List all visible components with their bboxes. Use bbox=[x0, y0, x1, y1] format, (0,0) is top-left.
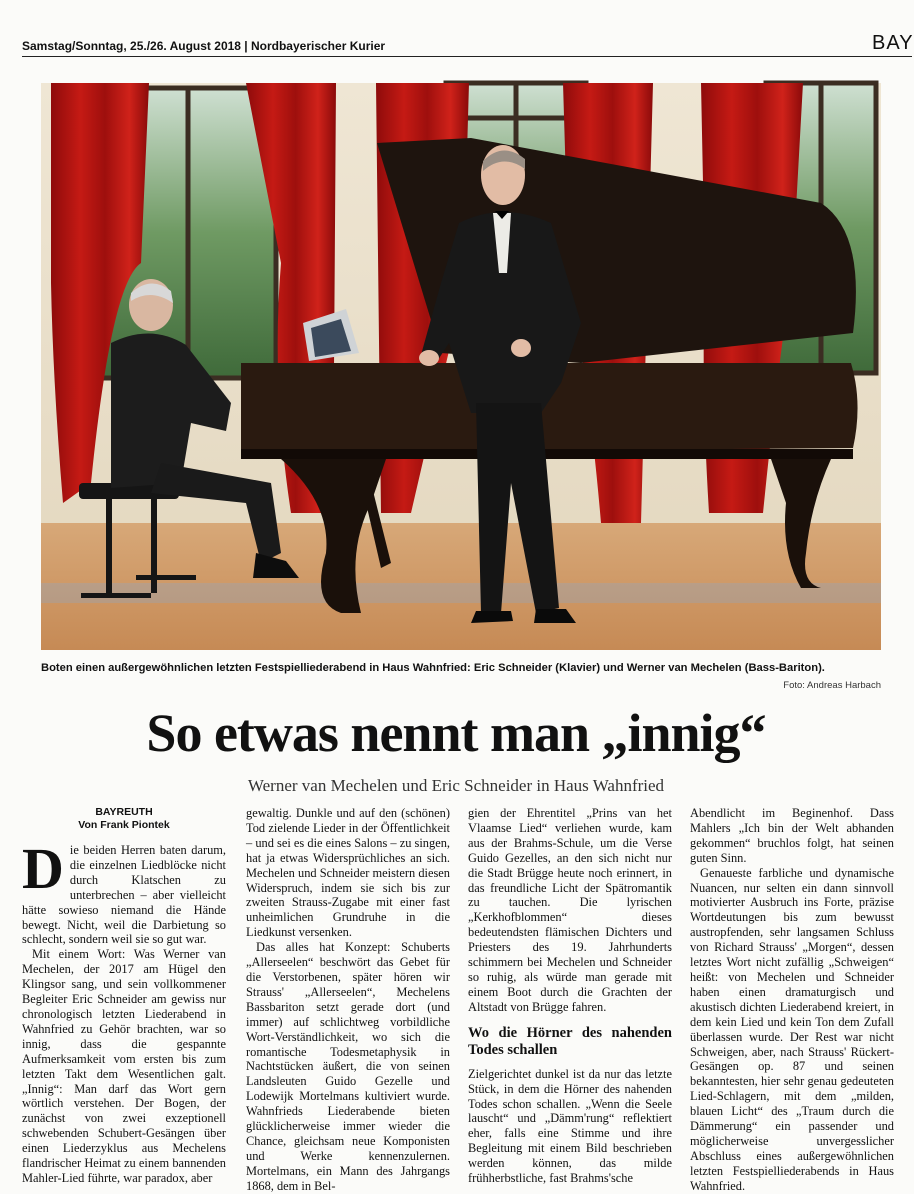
paragraph: gewaltig. Dunkle und auf den (schönen) Tod zielende Lieder in der Öffentlichkeit – und sei es die eines Salons – zu singen, hat ja etwas Widersprüchliches an sich. Mechelen und Schneider meistern diesen Widerspruch, indem sie sich bis zur zweiten Strauss-Zugabe mit einer fast unheimlichen Grundruhe in die Liedkunst versenken. bbox=[246, 806, 450, 940]
paragraph: Das alles hat Konzept: Schuberts „Allerseelen“ beschwört das Gebet für die Verstorbenen, später hören wir Strauss' „Allerseelen“, Mechelens Bassbariton setzt gerade dort (und immer) auf schlichtweg vorbildliche Wort-Verständlichkeit, wo sich die romantische Todesmetaphysik in Nachtstücken äußert, die von seinen Landsleuten Guido Gezelle und Lodewijk Mortelmans kultiviert wurde. Wahnfrieds Liederabende bieten glücklicherweise immer wieder die Chance, gleichsam neue Komponisten und Werke kennenzulernen. Mortelmans, ein Mann des Jahrgangs 1868, dem in Bel- bbox=[246, 940, 450, 1193]
concert-photo bbox=[41, 83, 881, 650]
paragraph: Zielgerichtet dunkel ist da nur das letzte Stück, in dem die Hörner des nahenden Todes schon schallen. „Wenn die Seele lauscht“ und „Dämm'rung“ reflektiert eher, falls eine Stimme und ihre Begleitung mit einem Bild beschrieben werden können, das milde frühherbstliche, fast Brahms'sche bbox=[468, 1066, 672, 1186]
byline-block bbox=[22, 806, 226, 832]
section-label: BAY bbox=[872, 32, 914, 54]
article-column-1 bbox=[22, 806, 226, 1185]
article-column-3 bbox=[468, 806, 672, 1186]
section-subtitle: Wo die Hörner des nahenden Todes schallen bbox=[468, 1024, 672, 1058]
drop-cap: D bbox=[22, 836, 64, 901]
paragraph: gien der Ehrentitel „Prins van het Vlaamse Lied“ verliehen wurde, kam aus der Brahms-Schule, um die Verse Guido Gezelles, an den sich nicht nur die Stadt Brügge heute noch erinnert, in das freundliche Licht der Spätromantik zu tauchen. Die lyrischen „Kerkhofblommen“ dieses bedeutendsten flämischen Dichters und Priesters des 19. Jahrhunderts schimmern bei Mechelen und Schneider so ruhig, als würde man gerade mit einem Boot durch die Grachten der Altstadt von Brügge fahren. bbox=[468, 806, 672, 1014]
article-column-2 bbox=[246, 806, 450, 1193]
paragraph-text: ie beiden Herren baten darum, die einzelnen Liedblöcke nicht durch Klatschen zu unterbrechen – aber vielleicht hätte sowieso niemand die Hände bewegt. Nicht, weil die Darbietung so schlecht, sondern weil sie so gut war. bbox=[22, 843, 226, 947]
subheadline: Werner van Mechelen und Eric Schneider in Haus Wahnfried bbox=[247, 776, 665, 795]
photo-caption: Boten einen außergewöhnlichen letzten Festspielliederabend in Haus Wahnfried: Eric Schneider (Klavier) und Werner van Mechelen (Bass-Bariton). bbox=[41, 662, 825, 674]
paragraph: Mit einem Wort: Was Werner van Mechelen, der 2017 am Hügel den Klingsor sang, und sein vollkommener Begleiter Eric Schneider am gewiss nur chronologisch letzten Liederabend in Wahnfried zu Gehör brachten, war so innig, dass die gespannte Aufmerksamkeit vom ersten bis zum letzten Takt dem Wesentlichen galt. „Innig“: Man darf das Wort gern wörtlich verstehen. Der Bogen, der zunächst von zwei exzeptionell schwebenden Schubert-Gesängen über einen Liederzyklus aus Mechelens flandrischer Heimat zu einem bannenden Mahler-Lied führte, war paradox, aber bbox=[22, 947, 226, 1185]
paragraph bbox=[22, 836, 226, 947]
paragraph: Abendlicht im Beginenhof. Dass Mahlers „Ich bin der Welt abhanden gekommen“ bruchlos folgt, hat seinen guten Sinn. bbox=[690, 806, 894, 865]
dateline-location: BAYREUTH bbox=[95, 806, 153, 818]
author-byline: Von Frank Piontek bbox=[78, 819, 170, 831]
concert-photo-illustration bbox=[41, 83, 881, 650]
dateline: Samstag/Sonntag, 25./26. August 2018 | Nordbayerischer Kurier bbox=[22, 39, 386, 53]
photo-credit: Foto: Andreas Harbach bbox=[783, 680, 881, 691]
headline: So etwas nennt man „innig“ bbox=[146, 703, 766, 763]
page-header bbox=[22, 32, 914, 57]
article-column-4 bbox=[690, 806, 894, 1193]
paragraph: Genaueste farbliche und dynamische Nuancen, nur selten ein dann sinnvoll motivierter Ausbruch ins Forte, präzise Wortdeutungen bis zum bewusst austropfenden, sehr langsamen Schluss von Richard Strauss' „Morgen“, dessen letztes Wort nicht zufällig „Schweigen“ heißt: von Mechelen und Schneider haben einen dramaturgisch und akustisch dichten Liederabend kreiert, in dem kein Lied und kein Ton dem Zufall überlassen wurde. Der Rest war nicht Schweigen, aber, nach Strauss' Rückert-Gesängen op. 87 und seinen bekanntesten, hier sehr genau gedeuteten Lied-Schlagern, mit dem „milden, blauen Licht“ des „Traum durch die Dämmerung“ ein passender und möglicherweise unvergesslicher Abschluss eines außergewöhnlichen letzten Festspielliederabends in Haus Wahnfried. bbox=[690, 865, 894, 1193]
